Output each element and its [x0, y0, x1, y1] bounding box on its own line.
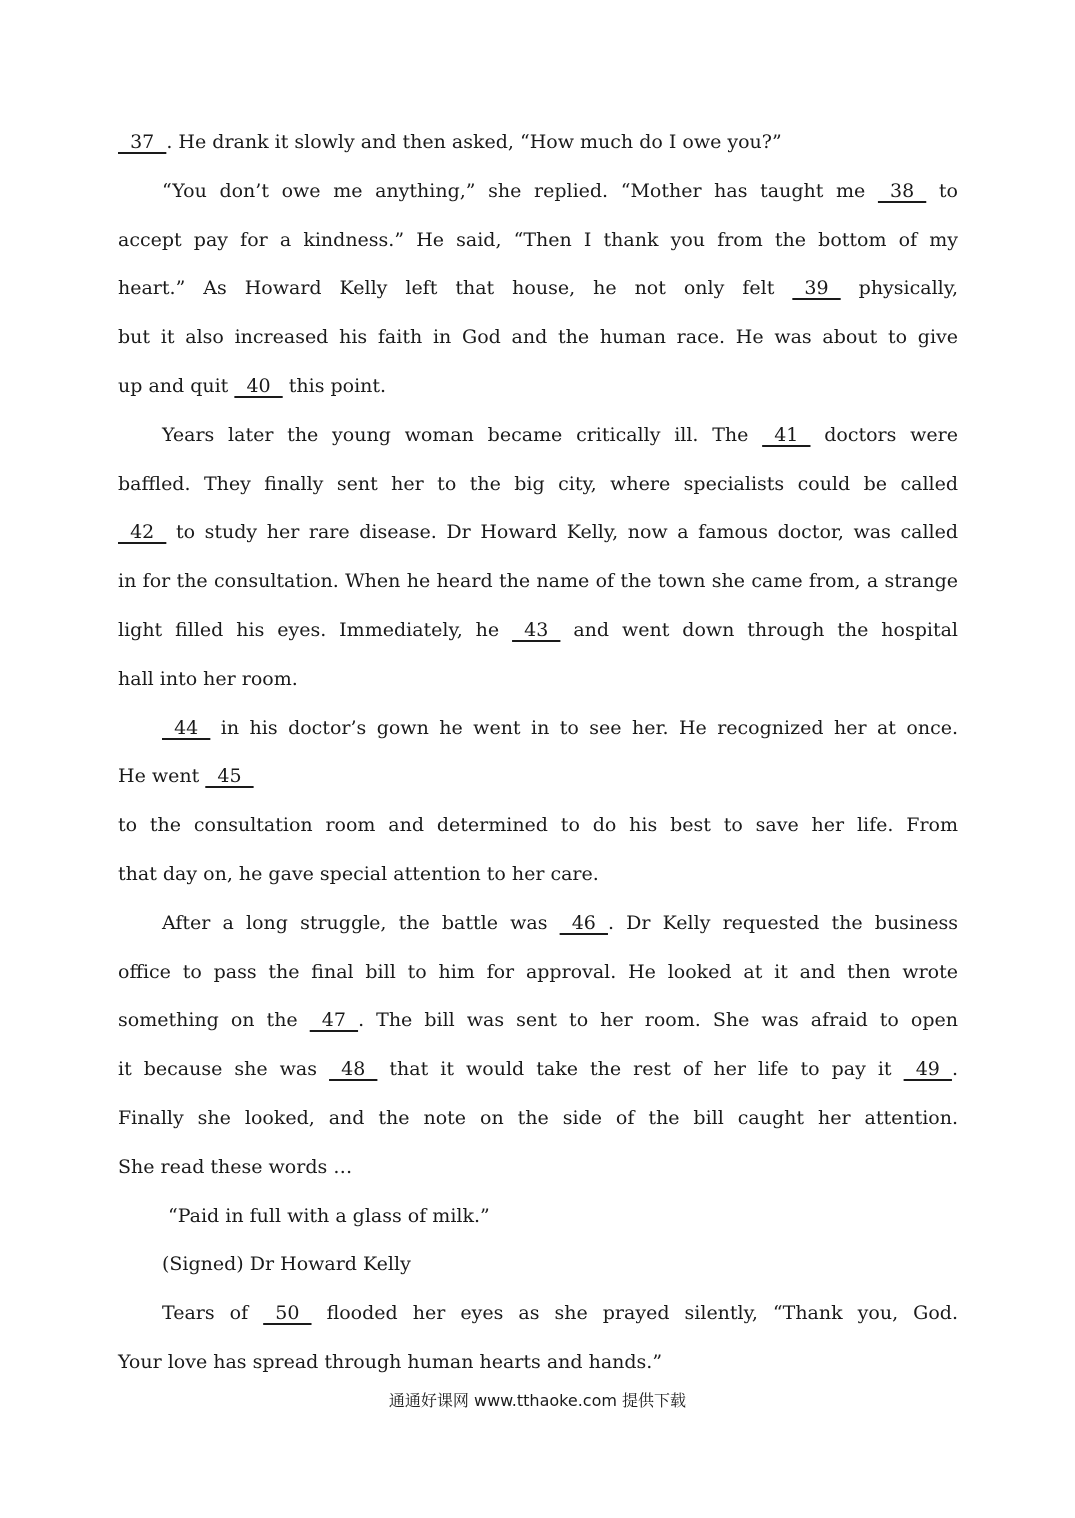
page-footer: 通通好课网 www.tthaoke.com 提供下载 — [388, 1391, 687, 1410]
answer-blank: 43 — [512, 618, 561, 641]
text-line — [118, 167, 958, 216]
text-segment: . Dr Kelly requested the business — [607, 911, 958, 934]
text-segment: She read these words … — [118, 1155, 353, 1178]
text-line — [118, 118, 958, 167]
text-segment: to study her rare disease. Dr Howard Kelly, now a famous doctor, was called — [166, 521, 958, 544]
text-segment: doctors were — [810, 423, 958, 446]
text-segment: He went — [118, 765, 206, 788]
text-segment: that day on, he gave special attention to her care. — [118, 862, 599, 885]
text-line — [118, 313, 958, 362]
text-line — [118, 606, 958, 655]
answer-blank: 40 — [234, 374, 283, 397]
answer-blank: 41 — [762, 423, 811, 446]
text-segment: baffled. They finally sent her to the big city, where specialists could be called — [118, 472, 958, 495]
text-line — [118, 362, 958, 411]
answer-blank: 39 — [792, 277, 841, 300]
text-line — [118, 557, 958, 606]
text-segment: (Signed) Dr Howard Kelly — [162, 1253, 411, 1276]
text-segment: to — [926, 179, 958, 202]
text-segment: up and quit — [118, 374, 235, 397]
text-segment: heart.” As Howard Kelly left that house, he not only felt — [118, 277, 793, 300]
text-segment: “Paid in full with a glass of milk.” — [168, 1204, 490, 1227]
text-segment: but it also increased his faith in God and the human race. He was about to give — [118, 326, 958, 349]
text-segment: something on the — [118, 1009, 310, 1032]
text-segment: hall into her room. — [118, 667, 298, 690]
text-line — [118, 264, 958, 313]
text-segment: this point. — [282, 374, 387, 397]
text-segment: flooded her eyes as she prayed silently, “Thank you, God. — [311, 1302, 958, 1325]
text-segment: physically, — [840, 277, 958, 300]
text-line — [118, 508, 958, 557]
text-line — [118, 411, 958, 460]
document-body — [118, 118, 958, 1387]
text-line — [118, 1289, 958, 1338]
text-line — [118, 801, 958, 850]
answer-blank: 49 — [903, 1058, 952, 1081]
answer-blank: 48 — [329, 1058, 378, 1081]
answer-blank: 37 — [118, 131, 167, 153]
text-segment: . The bill was sent to her room. She was afraid to open — [358, 1009, 958, 1032]
text-line — [118, 704, 958, 753]
text-line — [118, 655, 958, 704]
text-segment: . — [951, 1058, 958, 1081]
text-segment: to the consultation room and determined to do his best to save her life. From — [118, 814, 958, 837]
answer-blank: 46 — [559, 911, 608, 934]
text-segment: in his doctor’s gown he went in to see her. He recognized her at once. — [210, 716, 958, 739]
text-line — [118, 899, 958, 948]
text-line — [118, 1094, 958, 1143]
text-line — [118, 460, 958, 509]
answer-blank: 38 — [877, 179, 927, 202]
text-line — [118, 850, 958, 899]
text-segment: light filled his eyes. Immediately, he — [118, 618, 513, 641]
text-segment: office to pass the final bill to him for approval. He looked at it and then wrote — [118, 960, 958, 983]
text-line — [118, 1338, 958, 1387]
text-line — [118, 1192, 958, 1241]
text-line — [118, 948, 958, 997]
text-segment: that it would take the rest of her life to pay it — [377, 1058, 904, 1081]
text-line — [118, 752, 958, 801]
text-segment: and went down through the hospital — [560, 618, 958, 641]
text-segment: “You don’t owe me anything,” she replied. “Mother has taught me — [162, 179, 878, 202]
answer-blank: 47 — [309, 1009, 359, 1032]
text-segment: in for the consultation. When he heard the name of the town she came from, a strange — [118, 570, 958, 593]
text-line — [118, 996, 958, 1045]
answer-blank: 50 — [263, 1302, 312, 1325]
text-line — [118, 1240, 958, 1289]
text-line — [118, 1045, 958, 1094]
answer-blank: 42 — [118, 521, 167, 544]
text-segment: accept pay for a kindness.” He said, “Then I thank you from the bottom of my — [118, 228, 958, 251]
text-segment: it because she was — [118, 1058, 330, 1081]
text-line — [118, 1143, 958, 1192]
text-line — [118, 216, 958, 265]
text-segment: . He drank it slowly and then asked, “How much do I owe you?” — [166, 131, 782, 153]
text-segment: After a long struggle, the battle was — [162, 911, 560, 934]
text-segment: Finally she looked, and the note on the side of the bill caught her attention. — [118, 1106, 958, 1129]
answer-blank: 44 — [162, 716, 211, 739]
text-segment: Years later the young woman became critically ill. The — [162, 423, 763, 446]
text-segment: Your love has spread through human hearts and hands.” — [118, 1350, 663, 1373]
answer-blank: 45 — [205, 765, 254, 788]
text-segment: Tears of — [162, 1302, 264, 1325]
